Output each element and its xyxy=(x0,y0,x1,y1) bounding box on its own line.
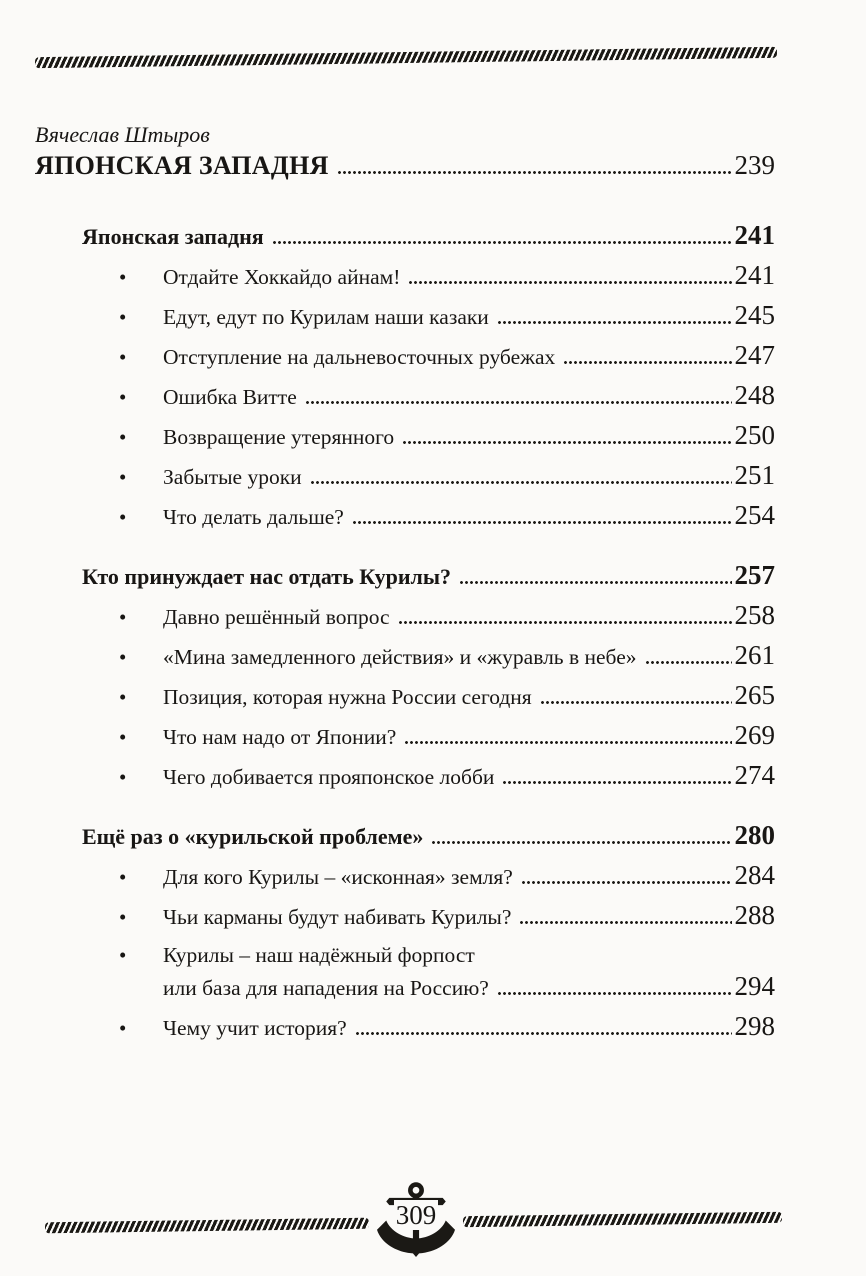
toc-entry-label: Давно решённый вопрос xyxy=(163,605,390,629)
book-title: ЯПОНСКАЯ ЗАПАДНЯ xyxy=(35,151,329,180)
toc-entry xyxy=(35,640,775,670)
toc-entry xyxy=(35,460,775,490)
toc-entry-page-number: 269 xyxy=(734,720,775,750)
toc-section xyxy=(35,560,775,790)
toc-entry-page-number: 250 xyxy=(734,420,775,450)
dot-leader xyxy=(305,401,732,404)
toc-entry-label: Чьи карманы будут набивать Курилы? xyxy=(163,905,512,929)
toc-entry-page-number: 258 xyxy=(734,600,775,630)
bullet-icon: • xyxy=(119,425,127,449)
toc-section-page-number: 241 xyxy=(734,220,775,250)
rope-border-bottom-right xyxy=(463,1212,782,1227)
book-title-row xyxy=(35,151,775,181)
bullet-icon: • xyxy=(119,265,127,289)
book-title-page-number: 239 xyxy=(734,150,775,180)
toc-entry-page-number: 274 xyxy=(734,760,775,790)
dot-leader xyxy=(352,521,732,524)
dot-leader xyxy=(404,741,731,744)
dot-leader xyxy=(272,241,732,244)
toc-entry-label: Ошибка Витте xyxy=(163,385,297,409)
toc-entry-label: Позиция, которая нужна России сегодня xyxy=(163,685,532,709)
toc-entry xyxy=(35,380,775,410)
rope-border-top xyxy=(35,47,777,68)
toc-section-title: Ещё раз о «курильской проблеме» xyxy=(82,824,424,849)
bullet-icon: • xyxy=(119,385,127,409)
toc-entry-label: Отдайте Хоккайдо айнам! xyxy=(163,265,401,289)
toc-entry xyxy=(35,500,775,530)
toc-entry-label: Едут, едут по Курилам наши казаки xyxy=(163,305,489,329)
dot-leader xyxy=(459,581,731,584)
toc-entry xyxy=(35,300,775,330)
toc-entry xyxy=(35,420,775,450)
toc-entry-page-number: 298 xyxy=(734,1011,775,1041)
toc-entry-label: Забытые уроки xyxy=(163,465,302,489)
toc-entry-label: Что нам надо от Японии? xyxy=(163,725,397,749)
toc-entry-label: Чему учит история? xyxy=(163,1016,347,1040)
dot-leader xyxy=(519,921,731,924)
toc-entry-page-number: 284 xyxy=(734,860,775,890)
toc-entry-page-number: 265 xyxy=(734,680,775,710)
bullet-icon: • xyxy=(119,943,127,967)
toc-section-page-number: 257 xyxy=(734,560,775,590)
dot-leader xyxy=(337,171,732,174)
toc-entry-page-number: 241 xyxy=(734,260,775,290)
toc-entry xyxy=(35,680,775,710)
bullet-icon: • xyxy=(119,465,127,489)
dot-leader xyxy=(431,841,731,844)
toc-section-page-number: 280 xyxy=(734,820,775,850)
dot-leader xyxy=(563,361,731,364)
dot-leader xyxy=(502,781,731,784)
toc-entry xyxy=(35,900,775,930)
dot-leader xyxy=(645,661,732,664)
toc-entry-label-line2: или база для нападения на Россию? xyxy=(163,976,489,1000)
toc-section-header xyxy=(82,820,775,850)
author-name: Вячеслав Штыров xyxy=(35,122,210,147)
dot-leader xyxy=(497,992,732,995)
bullet-icon: • xyxy=(119,905,127,929)
dot-leader xyxy=(398,621,732,624)
bullet-icon: • xyxy=(119,865,127,889)
dot-leader xyxy=(402,441,731,444)
toc-entry xyxy=(35,340,775,370)
toc-entry-page-number: 288 xyxy=(734,900,775,930)
toc-entry-page-number: 261 xyxy=(734,640,775,670)
toc-entry xyxy=(35,760,775,790)
toc-entry xyxy=(35,720,775,750)
toc-section xyxy=(35,820,775,1041)
toc-entry xyxy=(35,1011,775,1041)
dot-leader xyxy=(310,481,732,484)
toc-entry-lines xyxy=(163,943,775,1000)
toc-section-header xyxy=(82,220,775,250)
toc-section xyxy=(35,220,775,530)
toc-section-header xyxy=(82,560,775,590)
toc-entry-label: Возвращение утерянного xyxy=(163,425,395,449)
toc-content xyxy=(35,121,775,1054)
bullet-icon: • xyxy=(119,645,127,669)
dot-leader xyxy=(355,1032,732,1035)
toc-entry-label: Курилы – наш надёжный форпост xyxy=(163,943,475,967)
bullet-icon: • xyxy=(119,345,127,369)
toc-entry-continuation xyxy=(163,971,775,1001)
bullet-icon: • xyxy=(119,305,127,329)
folio-page-number: 309 xyxy=(395,1200,437,1230)
toc-entry-label: Для кого Курилы – «исконная» земля? xyxy=(163,865,513,889)
toc-entry xyxy=(35,860,775,890)
dot-leader xyxy=(408,281,731,284)
toc-entry-page-number: 251 xyxy=(734,460,775,490)
bullet-icon: • xyxy=(119,505,127,529)
toc-section-title: Японская западня xyxy=(82,224,264,249)
bullet-icon: • xyxy=(119,725,127,749)
toc-entry-label: Что делать дальше? xyxy=(163,505,344,529)
bullet-icon: • xyxy=(119,1016,127,1040)
bullet-icon: • xyxy=(119,685,127,709)
rope-border-bottom-left xyxy=(45,1218,369,1234)
dot-leader xyxy=(540,701,732,704)
toc xyxy=(35,220,775,1041)
toc-entry-page-number: 247 xyxy=(734,340,775,370)
bullet-icon: • xyxy=(119,765,127,789)
toc-entry xyxy=(35,260,775,290)
toc-entry xyxy=(35,943,775,1000)
toc-entry-label: «Мина замедленного действия» и «журавль в небе» xyxy=(163,645,637,669)
toc-entry-page-number: 254 xyxy=(734,500,775,530)
dot-leader xyxy=(521,881,732,884)
bullet-icon: • xyxy=(119,605,127,629)
dot-leader xyxy=(497,321,732,324)
toc-entry-page-number: 248 xyxy=(734,380,775,410)
toc-entry-page-number: 245 xyxy=(734,300,775,330)
toc-section-title: Кто принуждает нас отдать Курилы? xyxy=(82,564,452,589)
toc-entry xyxy=(35,600,775,630)
toc-entry-label: Чего добивается прояпонское лобби xyxy=(163,765,495,789)
toc-entry-label: Отступление на дальневосточных рубежах xyxy=(163,345,556,369)
toc-entry-page-number: 294 xyxy=(734,971,775,1001)
